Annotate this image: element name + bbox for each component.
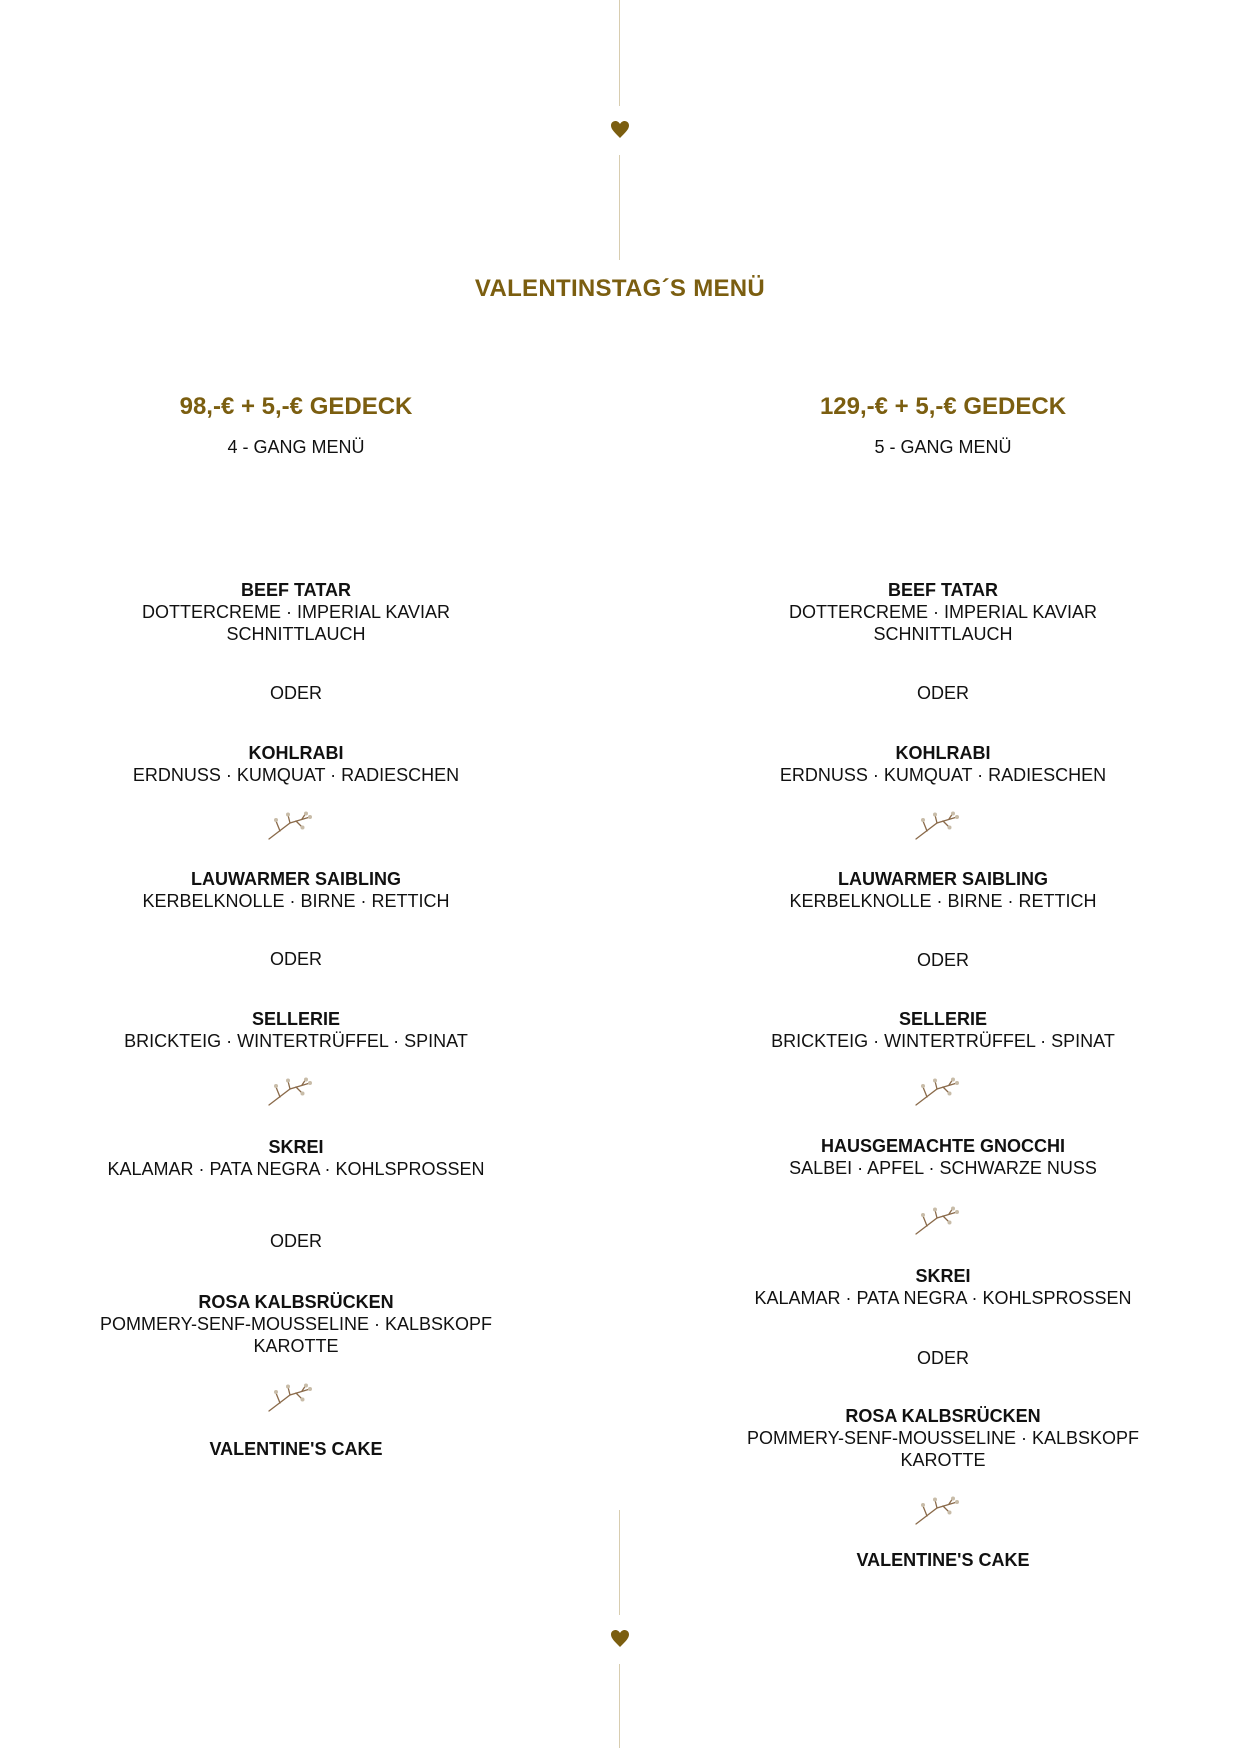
dish-name: SELLERIE (251, 1009, 340, 1029)
dish-sellerie (663, 1008, 1223, 1052)
menu-title: VALENTINSTAG´S MENÜ (474, 275, 766, 302)
dish-rosa-kalbsruecken (663, 1405, 1223, 1471)
dish-kohlrabi (16, 742, 576, 786)
dish-name: SKREI (915, 1266, 971, 1286)
dish-description: KAROTTE (900, 1450, 986, 1470)
dish-name: BEEF TATAR (888, 580, 998, 600)
dish-name: VALENTINE'S CAKE (856, 1550, 1030, 1570)
top-vertical-line (619, 0, 620, 106)
dish-name: BEEF TATAR (241, 580, 351, 600)
dish-description: BRICKTEIG · WINTERTRÜFFEL · SPINAT (124, 1031, 468, 1051)
dish-name: SKREI (268, 1137, 324, 1157)
oder-label: ODER (269, 683, 322, 703)
menu-subtitle: 5 - GANG MENÜ (874, 437, 1012, 457)
dish-name: LAUWARMER SAIBLING (838, 869, 1048, 889)
sprig-icon (266, 811, 314, 841)
dish-sellerie (16, 1008, 576, 1052)
sprig-icon (913, 1077, 961, 1107)
dish-name: LAUWARMER SAIBLING (191, 869, 401, 889)
dish-skrei (16, 1136, 576, 1180)
dish-description: SCHNITTLAUCH (873, 624, 1013, 644)
bottom-vertical-line (619, 1510, 620, 1615)
dish-description: SALBEI · APFEL · SCHWARZE NUSS (789, 1158, 1097, 1178)
dish-description: ERDNUSS · KUMQUAT · RADIESCHEN (779, 765, 1107, 785)
dish-description: POMMERY-SENF-MOUSSELINE · KALBSKOPF (746, 1428, 1140, 1448)
menu-column-4-gang (16, 0, 576, 1748)
oder-label: ODER (916, 950, 969, 970)
dish-description: POMMERY-SENF-MOUSSELINE · KALBSKOPF (99, 1314, 493, 1334)
dish-name: ROSA KALBSRÜCKEN (845, 1406, 1041, 1426)
dish-name: HAUSGEMACHTE GNOCCHI (820, 1136, 1065, 1156)
dish-name: SELLERIE (898, 1009, 987, 1029)
dish-name: KOHLRABI (895, 743, 991, 763)
dish-description: BRICKTEIG · WINTERTRÜFFEL · SPINAT (771, 1031, 1115, 1051)
dish-description: DOTTERCREME · IMPERIAL KAVIAR (141, 602, 451, 622)
heart-icon (610, 120, 630, 140)
menu-subtitle: 4 - GANG MENÜ (227, 437, 365, 457)
heart-icon (610, 1629, 630, 1649)
oder-label: ODER (269, 949, 322, 969)
price-heading: 129,-€ + 5,-€ GEDECK (819, 393, 1067, 420)
price-heading: 98,-€ + 5,-€ GEDECK (179, 393, 413, 420)
dish-description: ERDNUSS · KUMQUAT · RADIESCHEN (132, 765, 460, 785)
dish-valentines-cake (663, 1549, 1223, 1571)
dish-name: ROSA KALBSRÜCKEN (198, 1292, 394, 1312)
dish-description: KAROTTE (253, 1336, 339, 1356)
dish-description: KERBELKNOLLE · BIRNE · RETTICH (789, 891, 1097, 911)
oder-label: ODER (916, 1348, 969, 1368)
sprig-icon (913, 811, 961, 841)
dish-lauwarmer-saibling (663, 868, 1223, 912)
dish-name: KOHLRABI (248, 743, 344, 763)
dish-valentines-cake (16, 1438, 576, 1460)
sprig-icon (266, 1077, 314, 1107)
oder-label: ODER (269, 1231, 322, 1251)
dish-beef-tatar (16, 579, 576, 645)
top-vertical-line-lower (619, 155, 620, 260)
dish-description: KERBELKNOLLE · BIRNE · RETTICH (142, 891, 450, 911)
dish-name: VALENTINE'S CAKE (209, 1439, 383, 1459)
dish-lauwarmer-saibling (16, 868, 576, 912)
sprig-icon (913, 1206, 961, 1236)
sprig-icon (913, 1496, 961, 1526)
dish-description: SCHNITTLAUCH (226, 624, 366, 644)
dish-skrei (663, 1265, 1223, 1309)
sprig-icon (266, 1383, 314, 1413)
bottom-vertical-line-lower (619, 1664, 620, 1748)
dish-rosa-kalbsruecken (16, 1291, 576, 1357)
dish-description: KALAMAR · PATA NEGRA · KOHLSPROSSEN (754, 1288, 1132, 1308)
dish-description: KALAMAR · PATA NEGRA · KOHLSPROSSEN (107, 1159, 485, 1179)
dish-kohlrabi (663, 742, 1223, 786)
oder-label: ODER (916, 683, 969, 703)
dish-hausgemachte-gnocchi (663, 1135, 1223, 1179)
dish-description: DOTTERCREME · IMPERIAL KAVIAR (788, 602, 1098, 622)
dish-beef-tatar (663, 579, 1223, 645)
menu-column-5-gang (663, 0, 1223, 1748)
